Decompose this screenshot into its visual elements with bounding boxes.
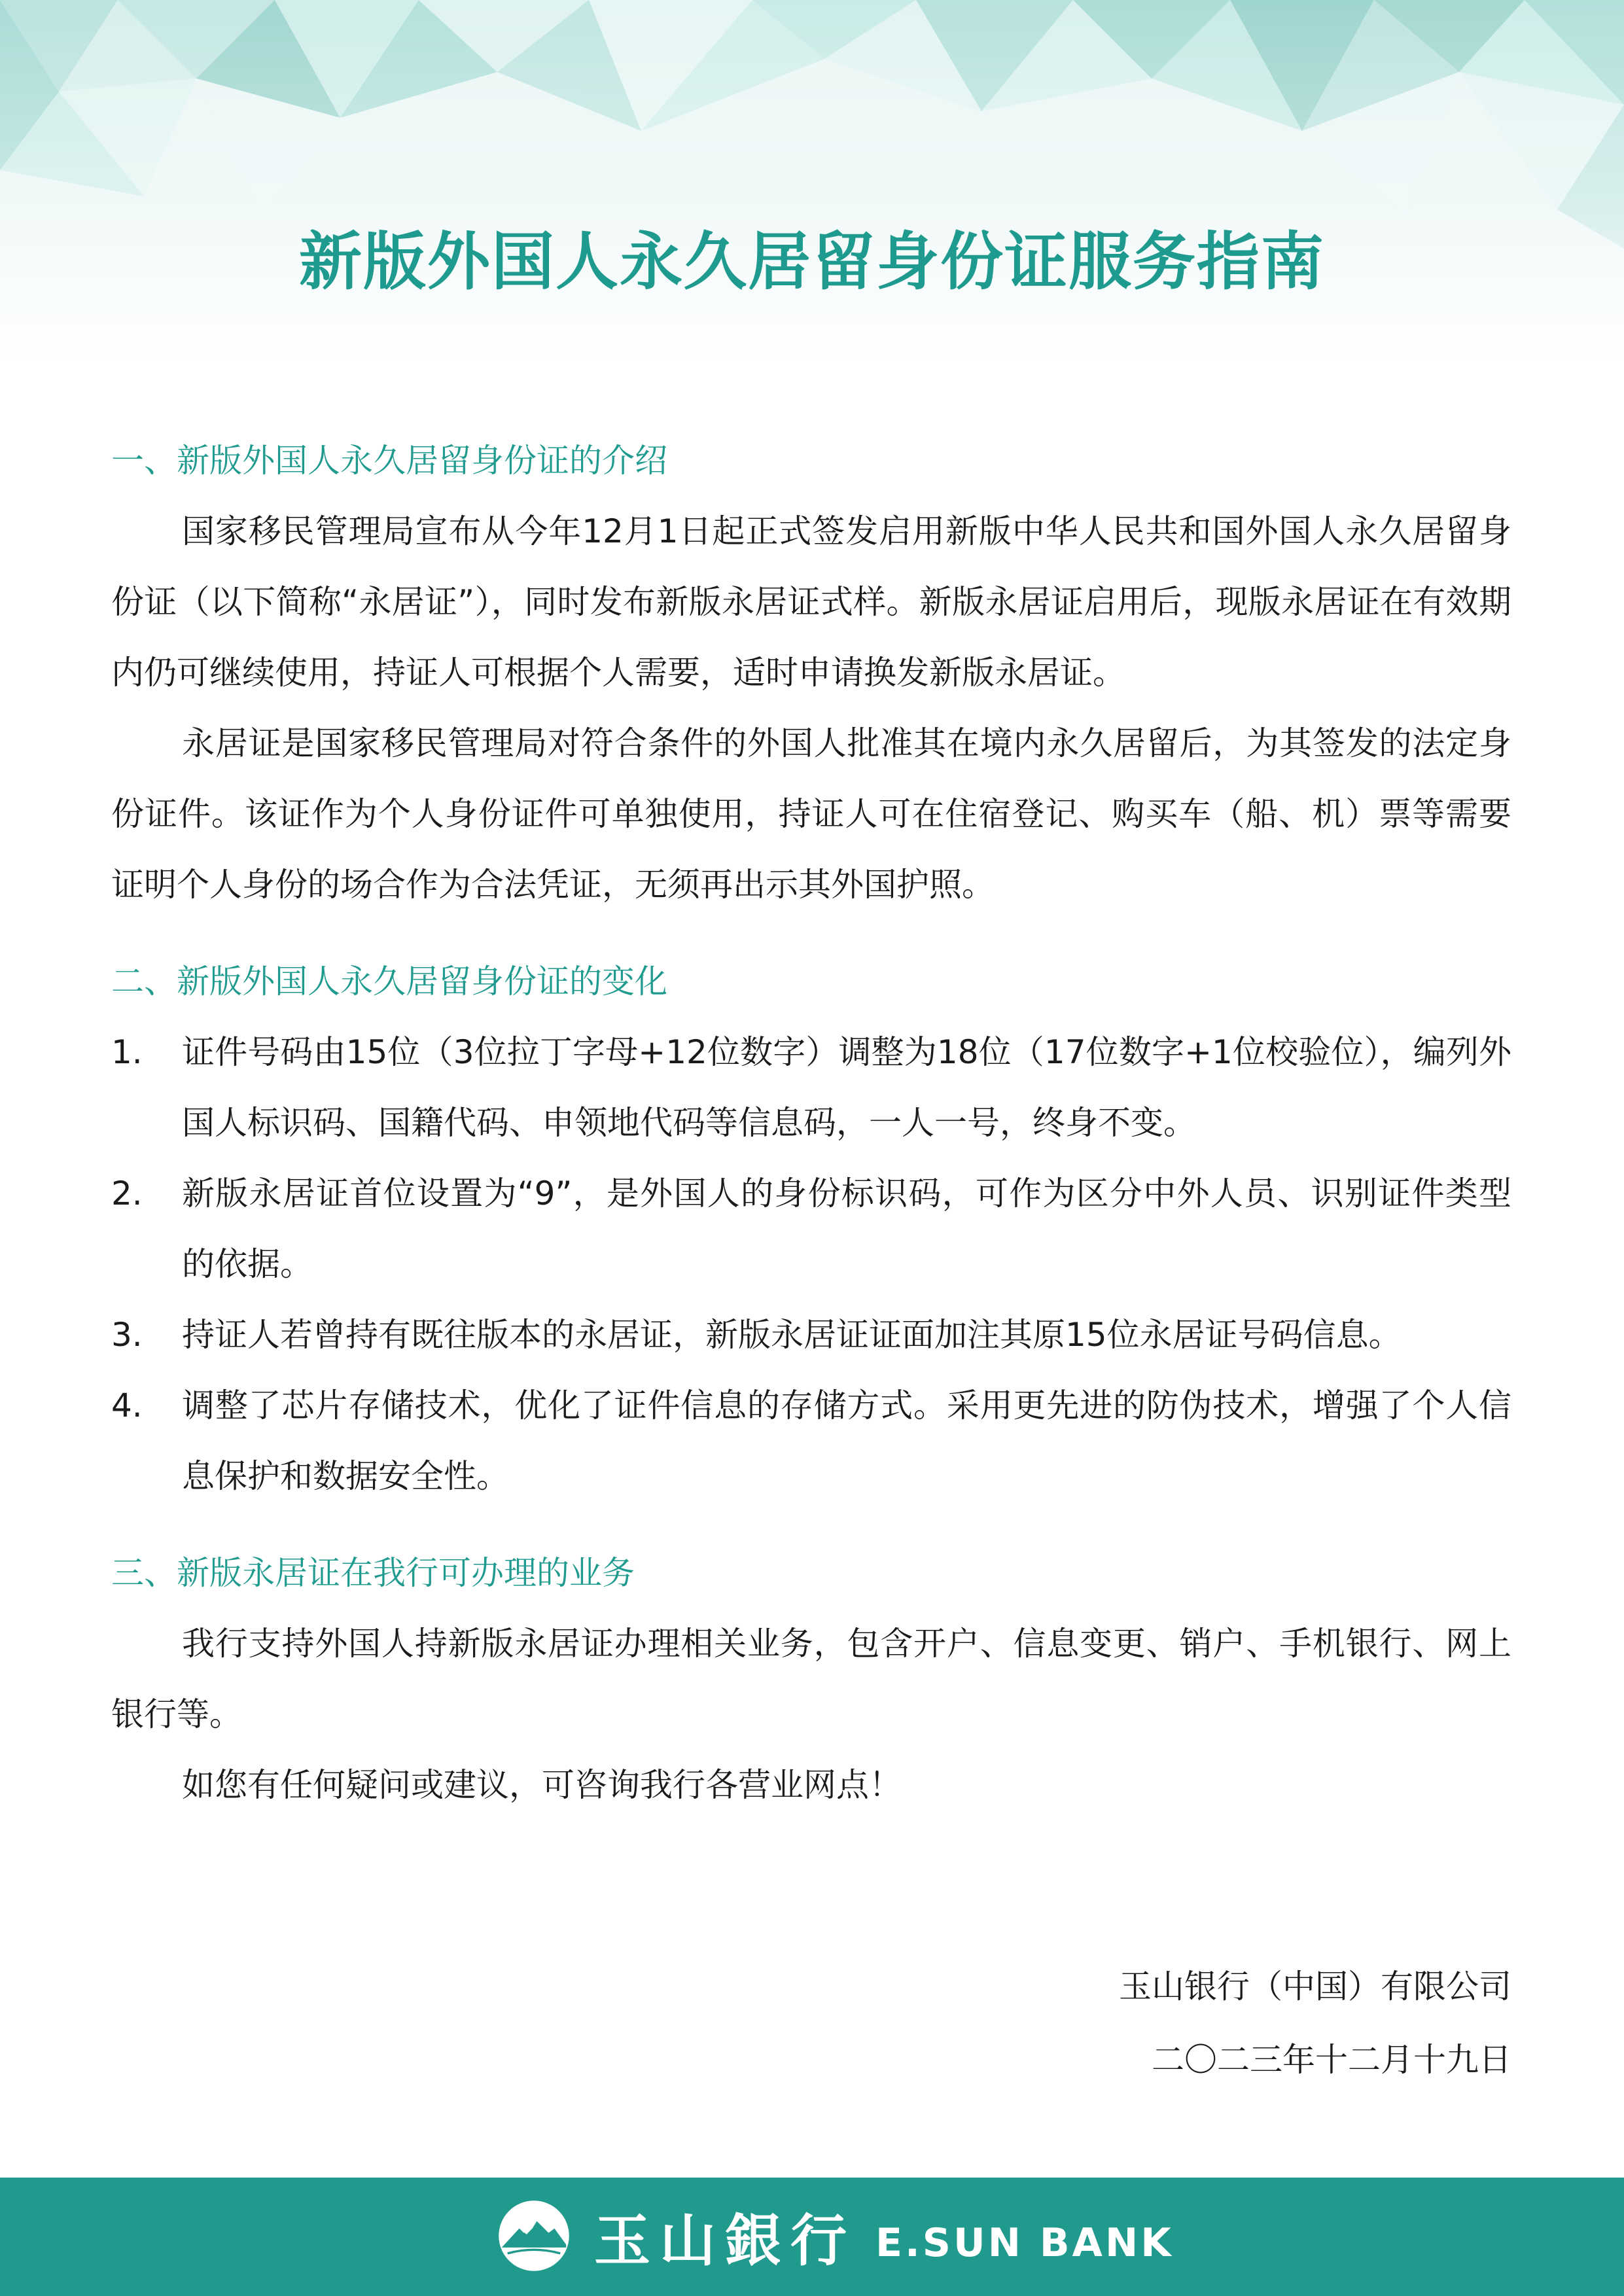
signature-company: 玉山银行（中国）有限公司 <box>1119 1968 1511 2005</box>
logo-chinese-name: 玉山銀行 <box>594 2208 856 2274</box>
list-item <box>111 1017 1511 1158</box>
bank-logo <box>497 2193 1174 2278</box>
list-item-text: 新版永居证首位设置为“9”，是外国人的身份标识码，可作为区分中外人员、识别证件类型的依据。 <box>182 1174 1511 1283</box>
page-title: 新版外国人永久居留身份证服务指南 <box>299 225 1325 298</box>
paragraph: 国家移民管理局宣布从今年12月1日起正式签发启用新版中华人民共和国外国人永久居留身份证（以下简称“永居证”），同时发布新版永居证式样。新版永居证启用后，现版永居证在有效期内仍可继续使用，持证人可根据个人需要，适时申请换发新版永居证。 <box>111 512 1511 692</box>
section-heading: 一、新版外国人永久居留身份证的介绍 <box>111 442 667 480</box>
list-item-text: 调整了芯片存储技术，优化了证件信息的存储方式。采用更先进的防伪技术，增强了个人信息保护和数据安全性。 <box>182 1386 1511 1495</box>
list-item-text: 持证人若曾持有既往版本的永居证，新版永居证证面加注其原15位永居证号码信息。 <box>182 1316 1402 1354</box>
list-item-number: 3. <box>111 1316 143 1354</box>
decorative-banner <box>0 0 1624 366</box>
section-heading: 三、新版永居证在我行可办理的业务 <box>111 1554 635 1592</box>
list-item-number: 1. <box>111 1033 143 1071</box>
signature-block <box>1119 1950 1511 2096</box>
list-item <box>111 1370 1511 1511</box>
section-changes <box>111 946 1511 1511</box>
changes-list <box>111 1017 1511 1511</box>
list-item-number: 2. <box>111 1174 143 1212</box>
list-item <box>111 1299 1511 1370</box>
section-services <box>111 1538 1511 1820</box>
mountain-logo-icon <box>497 2199 571 2272</box>
signature-date: 二〇二三年十二月十九日 <box>1152 2041 1511 2079</box>
section-heading: 二、新版外国人永久居留身份证的变化 <box>111 963 667 1000</box>
list-item-number: 4. <box>111 1386 143 1424</box>
document-body <box>111 425 1511 1846</box>
paragraph: 如您有任何疑问或建议，可咨询我行各营业网点！ <box>182 1766 902 1804</box>
section-introduction <box>111 425 1511 920</box>
logo-english-name: E.SUN BANK <box>875 2220 1174 2266</box>
paragraph: 我行支持外国人持新版永居证办理相关业务，包含开户、信息变更、销户、手机银行、网上银行等。 <box>111 1625 1511 1733</box>
list-item <box>111 1158 1511 1299</box>
list-item-text: 证件号码由15位（3位拉丁字母+12位数字）调整为18位（17位数字+1位校验位），编列外国人标识码、国籍代码、申领地代码等信息码，一人一号，终身不变。 <box>182 1033 1511 1142</box>
paragraph: 永居证是国家移民管理局对符合条件的外国人批准其在境内永久居留后，为其签发的法定身份证件。该证作为个人身份证件可单独使用，持证人可在住宿登记、购买车（船、机）票等需要证明个人身份的场合作为合法凭证，无须再出示其外国护照。 <box>111 724 1511 904</box>
